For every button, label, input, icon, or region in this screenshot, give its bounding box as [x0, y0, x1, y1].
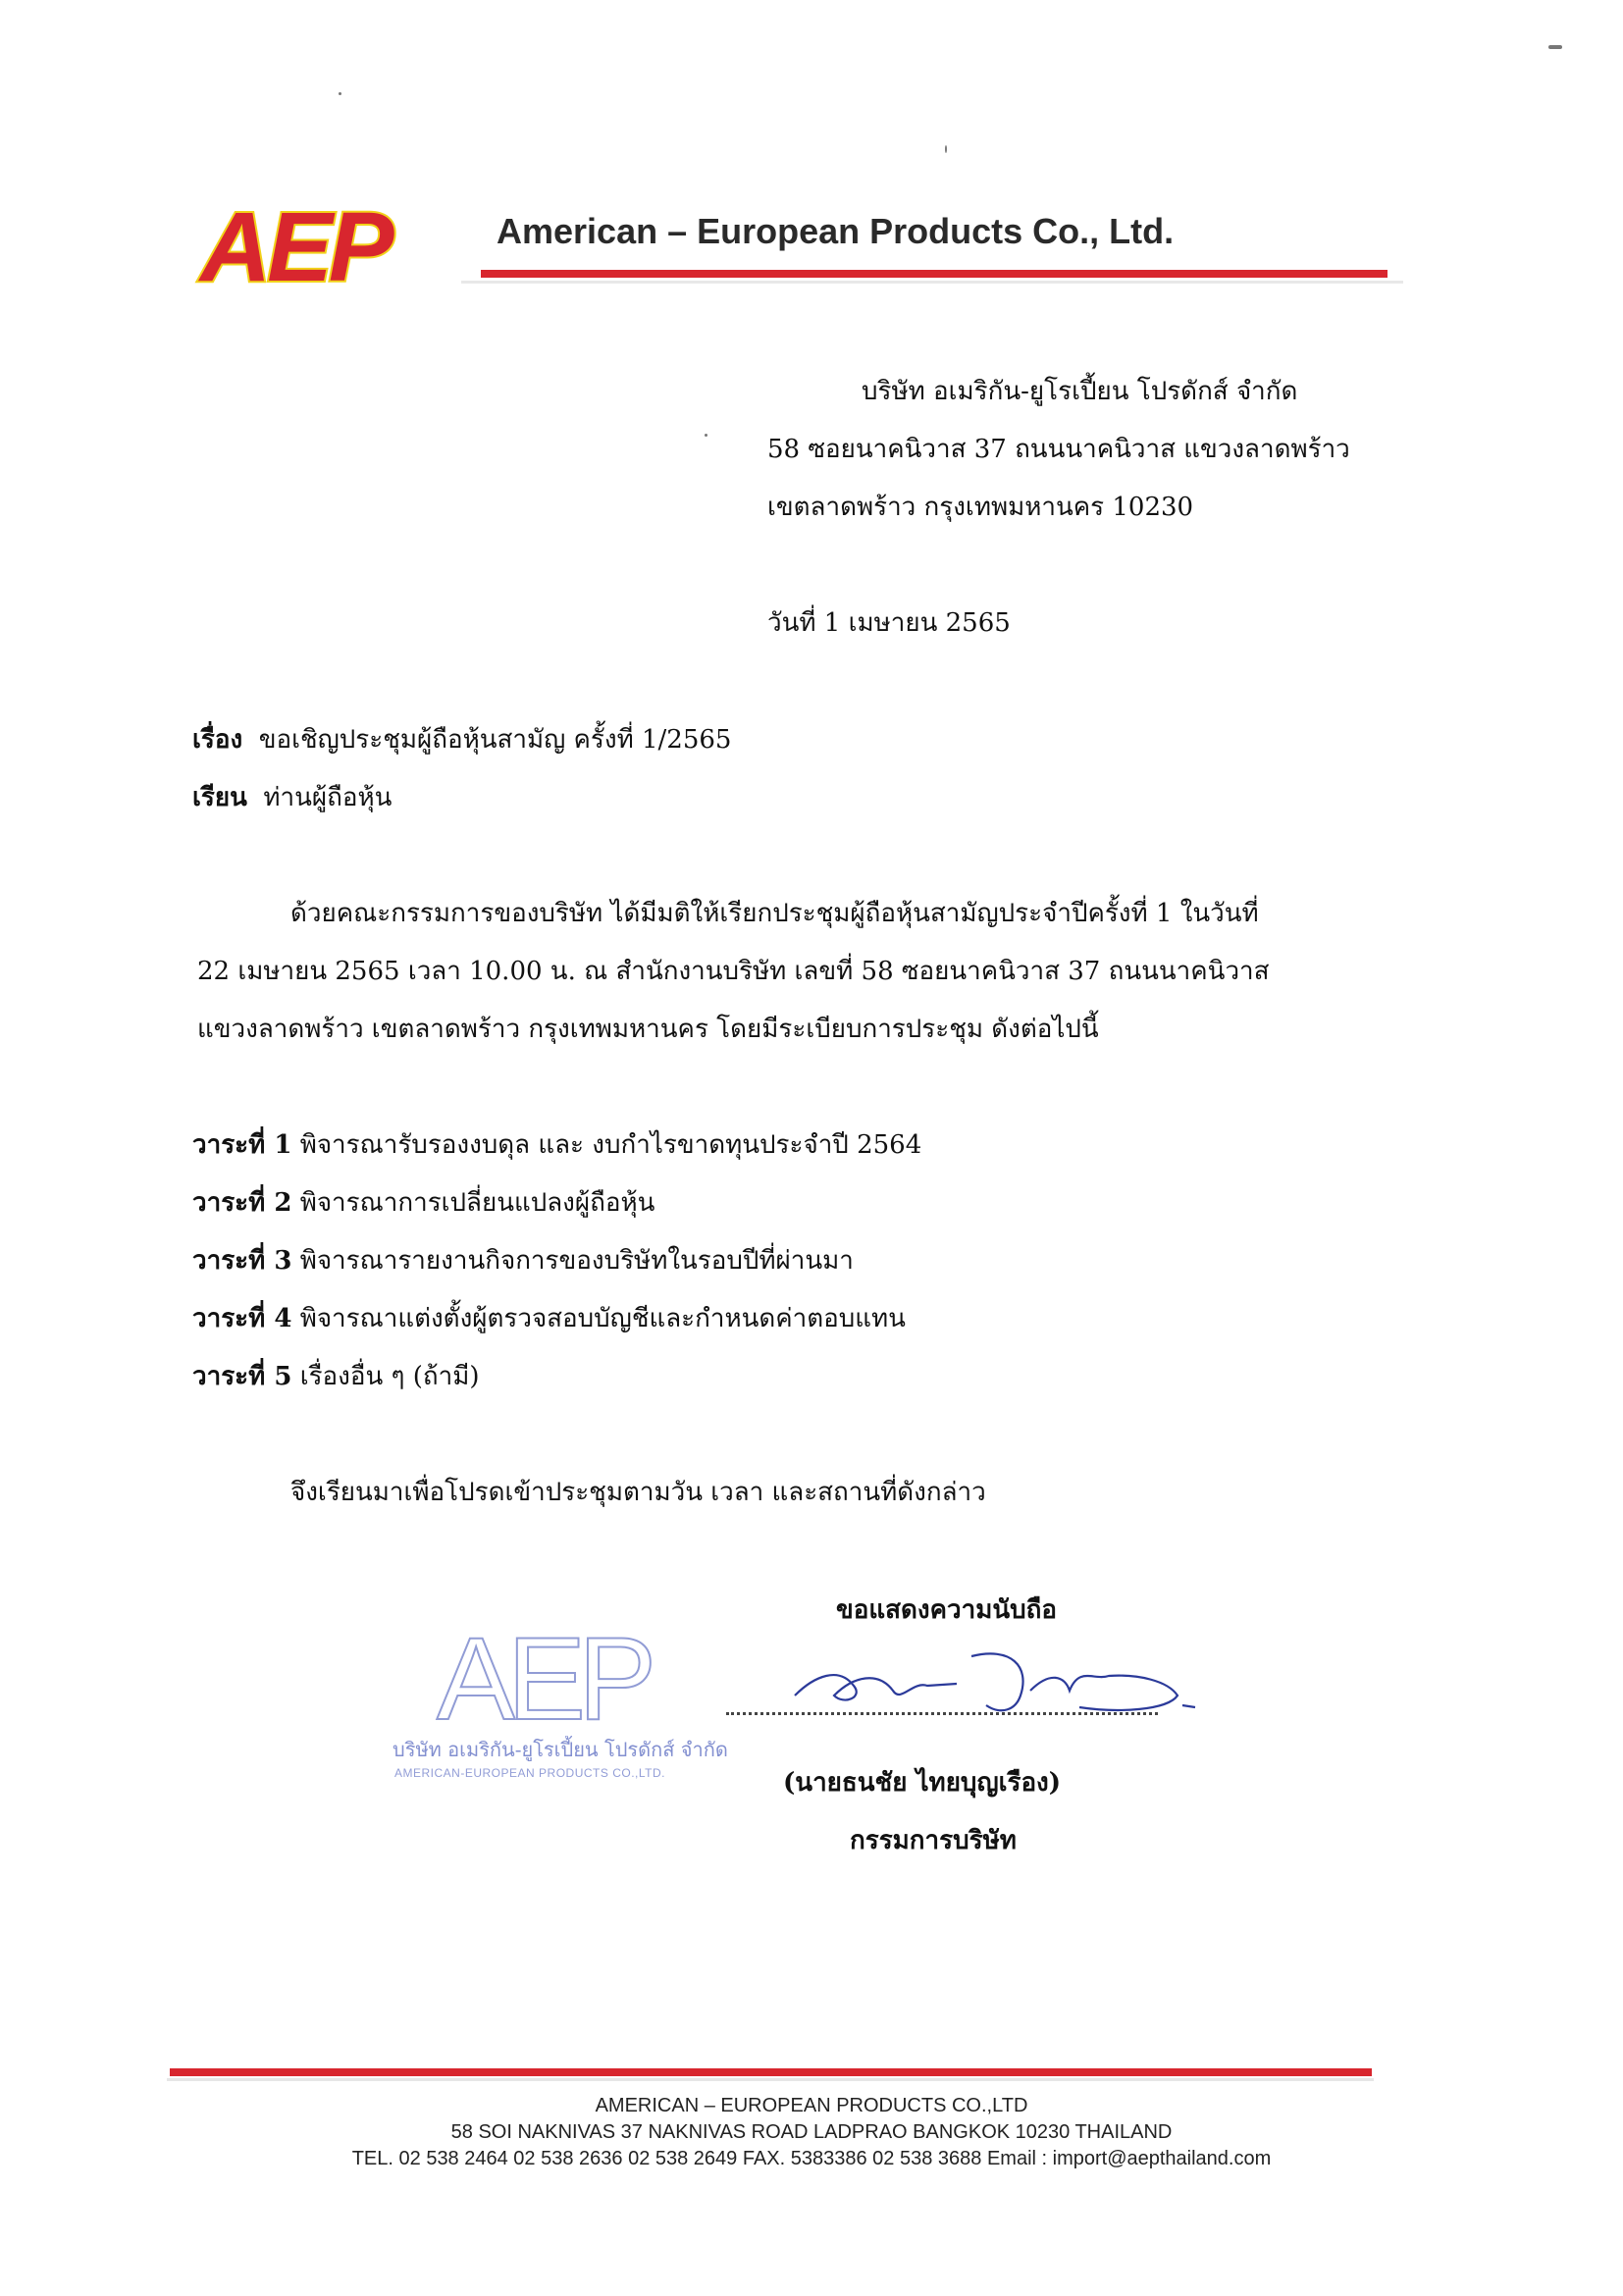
footer-rule-shadow	[167, 2078, 1374, 2081]
agenda-text: พิจารณารายงานกิจการของบริษัทในรอบปีที่ผ่านมา	[299, 1246, 854, 1276]
sender-company-th: บริษัท อเมริกัน-ยูโรเปี้ยน โปรดักส์ จำกัด	[862, 377, 1298, 406]
agenda-label: วาระที่ 3	[192, 1246, 292, 1276]
scan-speck	[945, 145, 947, 153]
subject-label: เรื่อง	[192, 725, 243, 755]
subject-text: ขอเชิญประชุมผู้ถือหุ้นสามัญ ครั้งที่ 1/2565	[258, 725, 732, 755]
footer-rule	[170, 2068, 1372, 2076]
salutation-text: ท่านผู้ถือหุ้น	[263, 783, 393, 812]
agenda-text: เรื่องอื่น ๆ (ถ้ามี)	[299, 1362, 480, 1391]
closing-line: จึงเรียนมาเพื่อโปรดเข้าประชุมตามวัน เวลา และสถานที่ดังกล่าว	[290, 1478, 986, 1507]
company-name-en: American – European Products Co., Ltd.	[497, 211, 1175, 251]
handwritten-signature	[785, 1637, 1207, 1735]
footer-company: AMERICAN – EUROPEAN PRODUCTS CO.,LTD	[595, 2095, 1028, 2116]
aep-logo	[192, 192, 487, 295]
agenda-text: พิจารณาการเปลี่ยนแปลงผู้ถือหุ้น	[299, 1188, 655, 1218]
body-line-1: ด้วยคณะกรรมการของบริษัท ได้มีมติให้เรียกประชุมผู้ถือหุ้นสามัญประจำปีครั้งที่ 1 ในวันที่	[290, 899, 1259, 928]
scan-speck	[1548, 45, 1562, 49]
signer-name: (นายธนชัย ไทยบุญเรือง)	[783, 1768, 1062, 1798]
scan-speck	[705, 434, 707, 437]
stamp-company-th: บริษัท อเมริกัน-ยูโรเปี้ยน โปรดักส์ จำกัด	[393, 1738, 728, 1761]
letter-date: วันที่ 1 เมษายน 2565	[767, 608, 1011, 638]
agenda-label: วาระที่ 4	[192, 1304, 292, 1333]
scan-speck	[339, 92, 341, 95]
agenda-item	[192, 1298, 906, 1338]
agenda-label: วาระที่ 5	[192, 1362, 292, 1391]
regards-text: ขอแสดงความนับถือ	[836, 1595, 1057, 1625]
agenda-label: วาระที่ 1	[192, 1130, 292, 1160]
header-rule	[481, 270, 1387, 278]
agenda-item	[192, 1124, 921, 1165]
footer-contact: TEL. 02 538 2464 02 538 2636 02 538 2649 FAX. 5383386 02 538 3688 Email : import@aepthailand.com	[351, 2148, 1272, 2169]
sender-district: เขตลาดพร้าว กรุงเทพมหานคร 10230	[767, 493, 1194, 522]
agenda-item	[192, 1182, 654, 1223]
stamp-logo-text: AEP	[437, 1613, 650, 1745]
footer-address: 58 SOI NAKNIVAS 37 NAKNIVAS ROAD LADPRAO BANGKOK 10230 THAILAND	[450, 2121, 1173, 2143]
signature-line	[726, 1712, 1158, 1715]
salutation-label: เรียน	[192, 783, 247, 812]
body-line-2: 22 เมษายน 2565 เวลา 10.00 น. ณ สำนักงานบริษัท เลขที่ 58 ซอยนาคนิวาส 37 ถนนนาคนิวาส	[197, 957, 1270, 986]
agenda-item	[192, 1240, 854, 1280]
agenda-text: พิจารณารับรองงบดุล และ งบกำไรขาดทุนประจำปี 2564	[299, 1130, 922, 1160]
agenda-text: พิจารณาแต่งตั้งผู้ตรวจสอบบัญชีและกำหนดค่าตอบแทน	[299, 1304, 906, 1333]
salutation-line	[192, 777, 392, 817]
sender-street: 58 ซอยนาคนิวาส 37 ถนนนาคนิวาส แขวงลาดพร้าว	[767, 435, 1350, 464]
signer-title: กรรมการบริษัท	[850, 1826, 1017, 1855]
subject-line	[192, 719, 731, 759]
stamp-company-en: AMERICAN-EUROPEAN PRODUCTS CO.,LTD.	[394, 1766, 665, 1780]
agenda-item	[192, 1356, 480, 1396]
header-rule-shadow	[461, 281, 1403, 284]
aep-logo-text: AEP	[200, 192, 391, 295]
body-line-3: แขวงลาดพร้าว เขตลาดพร้าว กรุงเทพมหานคร โดยมีระเบียบการประชุม ดังต่อไปนี้	[197, 1015, 1099, 1044]
agenda-label: วาระที่ 2	[192, 1188, 292, 1218]
